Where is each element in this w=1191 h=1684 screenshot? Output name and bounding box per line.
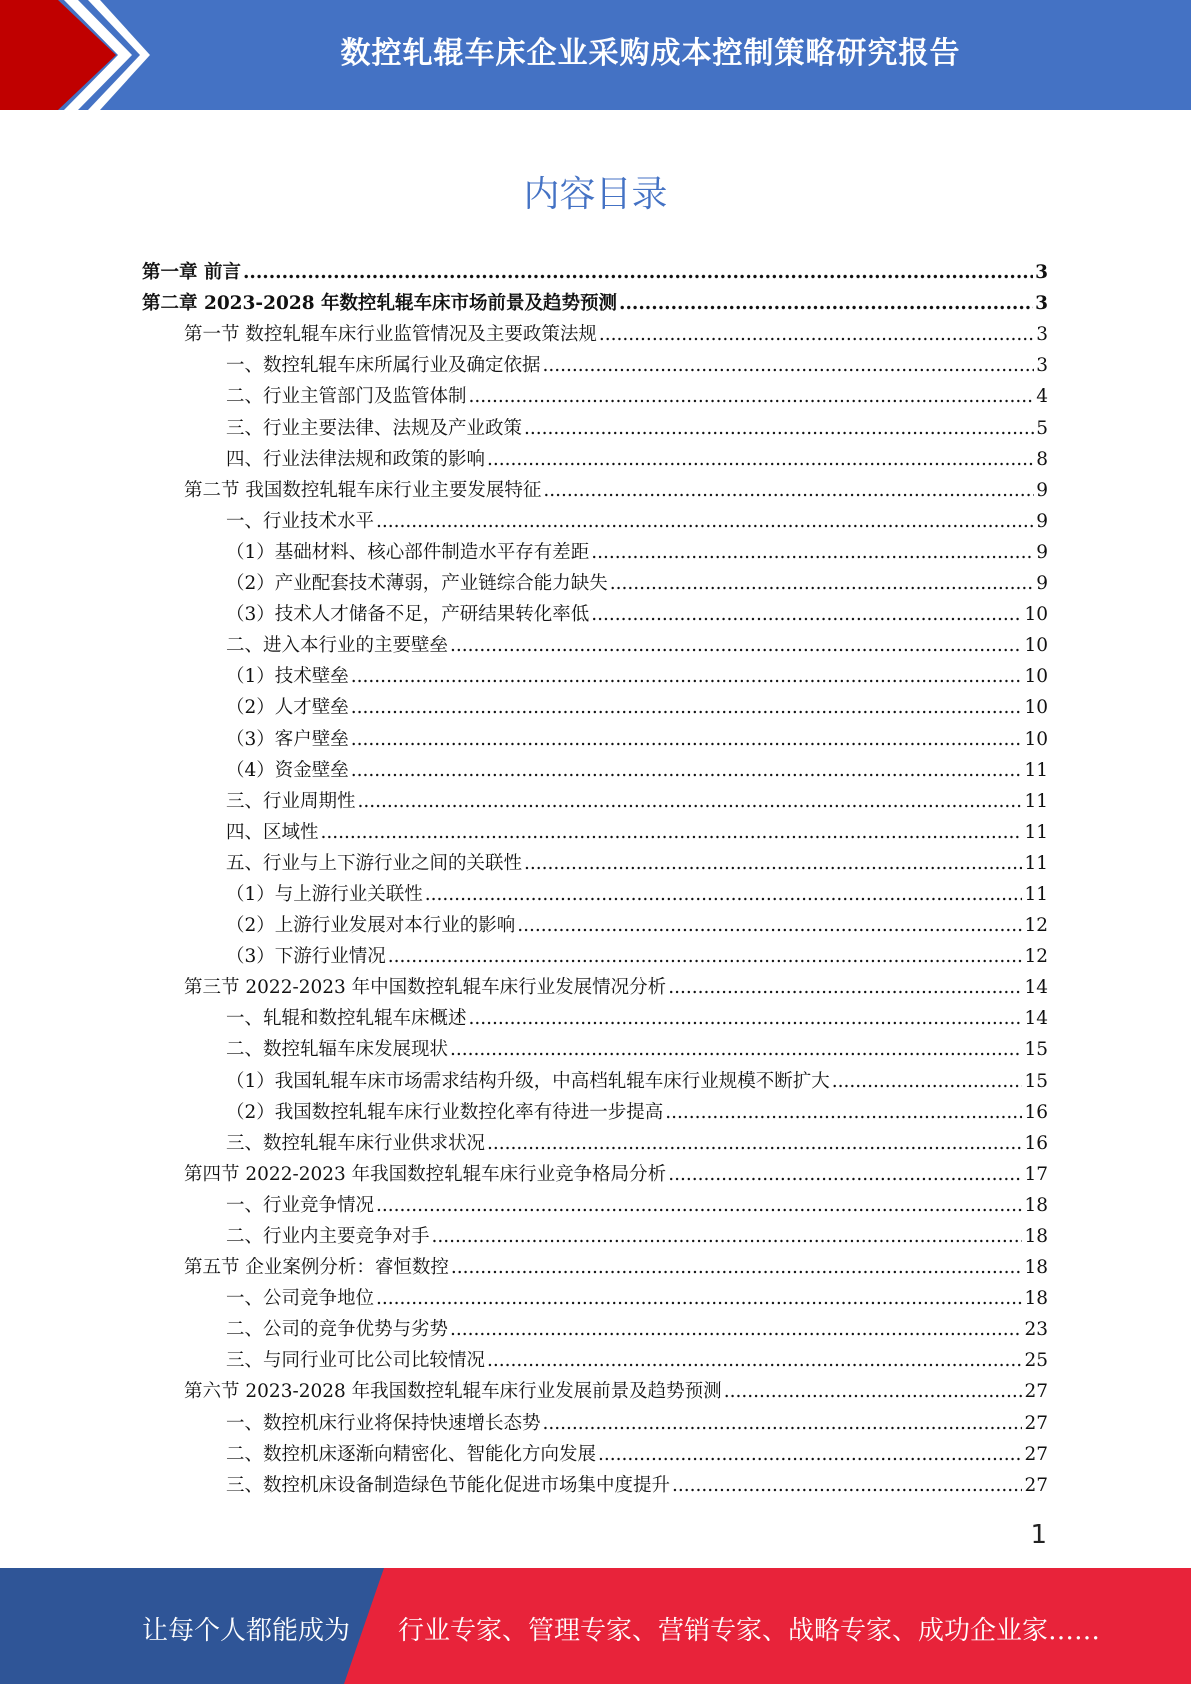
toc-entry-page: 3 xyxy=(1035,262,1048,284)
toc-entry-page: 9 xyxy=(1036,541,1048,563)
toc-entry-text: 四、区域性 xyxy=(226,821,319,843)
toc-entry[interactable] xyxy=(142,1342,1048,1373)
toc-leader-dots xyxy=(243,261,1033,285)
toc-entry-page: 18 xyxy=(1024,1257,1048,1279)
toc-leader-dots xyxy=(591,541,1034,565)
toc-entry-text: 三、数控轧辊车床行业供求状况 xyxy=(226,1132,486,1154)
page-header xyxy=(0,0,1191,110)
toc-entry-text: （1）技术壁垒 xyxy=(226,666,349,688)
toc-entry-page: 25 xyxy=(1024,1350,1048,1372)
toc-entry[interactable] xyxy=(142,720,1048,751)
toc-entry-page: 17 xyxy=(1024,1163,1048,1185)
toc-entry-page: 27 xyxy=(1024,1443,1048,1465)
toc-entry-page: 11 xyxy=(1024,883,1048,905)
toc-entry-page: 3 xyxy=(1035,293,1048,315)
toc-entry[interactable] xyxy=(142,1467,1048,1498)
toc-entry-text: 一、公司竞争地位 xyxy=(226,1288,375,1310)
toc-entry-page: 9 xyxy=(1036,510,1048,532)
toc-entry[interactable] xyxy=(142,1373,1048,1404)
toc-entry[interactable] xyxy=(142,969,1048,1000)
toc-entry[interactable] xyxy=(142,441,1048,472)
toc-entry[interactable] xyxy=(142,627,1048,658)
toc-entry[interactable] xyxy=(142,503,1048,534)
toc-entry[interactable] xyxy=(142,783,1048,814)
toc-entry[interactable] xyxy=(142,409,1048,440)
toc-entry[interactable] xyxy=(142,378,1048,409)
toc-leader-dots xyxy=(358,790,1023,814)
toc-leader-dots xyxy=(487,1132,1022,1156)
toc-leader-dots xyxy=(450,1038,1022,1062)
toc-entry-text: （2）上游行业发展对本行业的影响 xyxy=(226,915,516,937)
toc-leader-dots xyxy=(668,976,1022,1000)
toc-leader-dots xyxy=(591,603,1022,627)
toc-leader-dots xyxy=(487,1349,1022,1373)
toc-entry[interactable] xyxy=(142,1031,1048,1062)
toc-leader-dots xyxy=(351,759,1023,783)
toc-leader-dots xyxy=(376,510,1034,534)
table-of-contents xyxy=(142,254,1048,1498)
toc-entry-page: 8 xyxy=(1036,448,1048,470)
toc-entry-text: （3）技术人才储备不足，产研结果转化率低 xyxy=(226,604,590,626)
toc-entry-page: 27 xyxy=(1024,1381,1048,1403)
toc-entry-text: 二、行业主管部门及监管体制 xyxy=(226,386,467,408)
toc-entry-page: 3 xyxy=(1036,324,1048,346)
toc-leader-dots xyxy=(672,1474,1022,1498)
toc-leader-dots xyxy=(376,1287,1022,1311)
toc-leader-dots xyxy=(524,417,1034,441)
toc-entry[interactable] xyxy=(142,814,1048,845)
toc-entry-text: 三、数控机床设备制造绿色节能化促进市场集中度提升 xyxy=(226,1474,671,1496)
toc-entry[interactable] xyxy=(142,907,1048,938)
toc-leader-dots xyxy=(598,1443,1022,1467)
toc-entry-page: 15 xyxy=(1024,1039,1048,1061)
toc-entry-text: 二、进入本行业的主要壁垒 xyxy=(226,635,449,657)
toc-entry-text: 三、行业周期性 xyxy=(226,790,356,812)
toc-entry-text: 一、行业竞争情况 xyxy=(226,1194,375,1216)
toc-leader-dots xyxy=(543,354,1035,378)
toc-leader-dots xyxy=(432,1225,1023,1249)
toc-entry-page: 5 xyxy=(1036,417,1048,439)
toc-entry-text: 三、与同行业可比公司比较情况 xyxy=(226,1350,486,1372)
toc-entry-page: 4 xyxy=(1036,386,1048,408)
toc-entry-text: 二、行业内主要竞争对手 xyxy=(226,1226,430,1247)
toc-entry-page: 11 xyxy=(1024,790,1048,812)
toc-leader-dots xyxy=(599,323,1034,347)
toc-leader-dots xyxy=(610,572,1034,596)
toc-entry[interactable] xyxy=(142,1094,1048,1125)
toc-entry[interactable] xyxy=(142,472,1048,503)
toc-entry-text: 第一节 数控轧辊车床行业监管情况及主要政策法规 xyxy=(184,324,597,346)
toc-entry-text: 一、数控机床行业将保持快速增长态势 xyxy=(226,1412,541,1434)
toc-entry-text: 四、行业法律法规和政策的影响 xyxy=(226,448,486,470)
toc-leader-dots xyxy=(351,665,1023,689)
toc-entry[interactable] xyxy=(142,752,1048,783)
toc-leader-dots xyxy=(321,821,1023,845)
toc-leader-dots xyxy=(450,634,1022,658)
toc-entry[interactable] xyxy=(142,1062,1048,1093)
toc-leader-dots xyxy=(543,479,1034,503)
toc-entry[interactable] xyxy=(142,689,1048,720)
toc-leader-dots xyxy=(619,292,1033,316)
toc-entry[interactable] xyxy=(142,1249,1048,1280)
toc-leader-dots xyxy=(832,1070,1023,1094)
toc-entry-page: 18 xyxy=(1024,1288,1048,1310)
toc-entry-text: （3）客户壁垒 xyxy=(226,728,349,750)
toc-entry-page: 12 xyxy=(1024,915,1048,937)
toc-entry-page: 9 xyxy=(1036,479,1048,501)
toc-leader-dots xyxy=(451,1256,1023,1280)
toc-entry-text: 一、行业技术水平 xyxy=(226,510,375,532)
toc-entry-text: 第二节 我国数控轧辊车床行业主要发展特征 xyxy=(184,479,542,501)
toc-heading: 内容目录 xyxy=(523,174,668,215)
toc-entry-text: 一、轧辊和数控轧辊车床概述 xyxy=(226,1008,467,1030)
toc-entry-text: （1）基础材料、核心部件制造水平存有差距 xyxy=(226,541,590,563)
toc-entry-text: 三、行业主要法律、法规及产业政策 xyxy=(226,417,523,439)
toc-entry[interactable] xyxy=(142,1404,1048,1435)
toc-entry-page: 18 xyxy=(1024,1226,1048,1247)
toc-entry[interactable] xyxy=(142,285,1048,316)
toc-leader-dots xyxy=(425,883,1023,907)
toc-leader-dots xyxy=(388,945,1023,969)
toc-leader-dots xyxy=(450,1318,1022,1342)
toc-entry-text: 二、公司的竞争优势与劣势 xyxy=(226,1319,449,1341)
toc-entry[interactable] xyxy=(142,938,1048,969)
toc-entry-text: 二、数控机床逐渐向精密化、智能化方向发展 xyxy=(226,1443,597,1465)
toc-entry[interactable] xyxy=(142,1311,1048,1342)
toc-entry-page: 9 xyxy=(1036,573,1048,595)
toc-entry-page: 10 xyxy=(1024,697,1048,719)
toc-leader-dots xyxy=(351,696,1023,720)
toc-entry-page: 12 xyxy=(1024,946,1048,968)
toc-entry[interactable] xyxy=(142,1125,1048,1156)
toc-leader-dots xyxy=(543,1412,1023,1436)
toc-entry-page: 10 xyxy=(1024,728,1048,750)
toc-leader-dots xyxy=(524,852,1022,876)
toc-entry-text: （4）资金壁垒 xyxy=(226,759,349,781)
toc-entry-text: 第一章 前言 xyxy=(142,262,241,284)
toc-entry-text: 二、数控轧辐车床发展现状 xyxy=(226,1039,449,1061)
toc-entry-text: 一、数控轧辊车床所属行业及确定依据 xyxy=(226,355,541,377)
toc-entry-text: 第三节 2022-2023 年中国数控轧辊车床行业发展情况分析 xyxy=(184,977,667,999)
toc-leader-dots xyxy=(724,1380,1023,1404)
toc-leader-dots xyxy=(665,1101,1022,1125)
footer-slogan-left: 让每个人都能成为 xyxy=(142,1616,351,1646)
toc-entry-text: （1）与上游行业关联性 xyxy=(226,883,423,905)
toc-entry[interactable] xyxy=(142,254,1048,285)
toc-entry[interactable] xyxy=(142,658,1048,689)
toc-entry[interactable] xyxy=(142,1280,1048,1311)
toc-entry[interactable] xyxy=(142,1156,1048,1187)
toc-leader-dots xyxy=(351,728,1023,752)
page-footer xyxy=(0,1568,1191,1684)
toc-leader-dots xyxy=(487,448,1034,472)
toc-leader-dots xyxy=(668,1163,1022,1187)
toc-entry-text: 第四节 2022-2023 年我国数控轧辊车床行业竞争格局分析 xyxy=(184,1163,667,1185)
toc-entry-page: 18 xyxy=(1024,1194,1048,1216)
toc-entry-page: 3 xyxy=(1036,355,1048,377)
toc-entry-text: 第六节 2023-2028 年我国数控轧辊车床行业发展前景及趋势预测 xyxy=(184,1381,722,1403)
report-title: 数控轧辊车床企业采购成本控制策略研究报告 xyxy=(340,36,961,71)
toc-entry-text: 第五节 企业案例分析：睿恒数控 xyxy=(184,1257,449,1279)
toc-entry-page: 15 xyxy=(1024,1070,1048,1092)
toc-entry-page: 11 xyxy=(1024,759,1048,781)
toc-leader-dots xyxy=(517,914,1022,938)
toc-entry-text: （3）下游行业情况 xyxy=(226,946,386,968)
page-number: 1 xyxy=(1030,1520,1047,1550)
toc-leader-dots xyxy=(376,1194,1022,1218)
toc-entry-page: 27 xyxy=(1024,1412,1048,1434)
toc-entry-page: 16 xyxy=(1024,1101,1048,1123)
toc-entry-text: （1）我国轧辊车床市场需求结构升级，中高档轧辊车床行业规模不断扩大 xyxy=(226,1070,830,1092)
toc-entry[interactable] xyxy=(142,596,1048,627)
toc-leader-dots xyxy=(469,1007,1023,1031)
toc-entry[interactable] xyxy=(142,1000,1048,1031)
toc-entry-page: 11 xyxy=(1024,852,1048,874)
toc-entry[interactable] xyxy=(142,876,1048,907)
toc-entry-text: （2）我国数控轧辊车床行业数控化率有待进一步提高 xyxy=(226,1101,664,1123)
toc-entry-page: 11 xyxy=(1024,821,1048,843)
footer-slogan-right: 行业专家、管理专家、营销专家、战略专家、成功企业家…… xyxy=(398,1616,1101,1646)
toc-entry-page: 14 xyxy=(1024,977,1048,999)
toc-entry-text: （2）产业配套技术薄弱，产业链综合能力缺失 xyxy=(226,573,608,595)
toc-entry-page: 16 xyxy=(1024,1132,1048,1154)
toc-entry-page: 14 xyxy=(1024,1008,1048,1030)
toc-entry[interactable] xyxy=(142,316,1048,347)
toc-entry[interactable] xyxy=(142,845,1048,876)
toc-leader-dots xyxy=(469,385,1035,409)
toc-entry-text: （2）人才壁垒 xyxy=(226,697,349,719)
toc-entry[interactable] xyxy=(142,347,1048,378)
toc-entry-text: 五、行业与上下游行业之间的关联性 xyxy=(226,852,523,874)
toc-entry-page: 10 xyxy=(1024,604,1048,626)
toc-entry-page: 27 xyxy=(1024,1474,1048,1496)
toc-entry-page: 10 xyxy=(1024,635,1048,657)
toc-entry[interactable] xyxy=(142,534,1048,565)
toc-entry-page: 23 xyxy=(1024,1319,1048,1341)
toc-entry[interactable] xyxy=(142,1436,1048,1467)
toc-entry[interactable] xyxy=(142,1187,1048,1218)
toc-entry-text: 第二章 2023-2028 年数控轧辊车床市场前景及趋势预测 xyxy=(142,293,618,315)
toc-entry-page: 10 xyxy=(1024,666,1048,688)
toc-entry[interactable] xyxy=(142,1218,1048,1249)
toc-entry[interactable] xyxy=(142,565,1048,596)
